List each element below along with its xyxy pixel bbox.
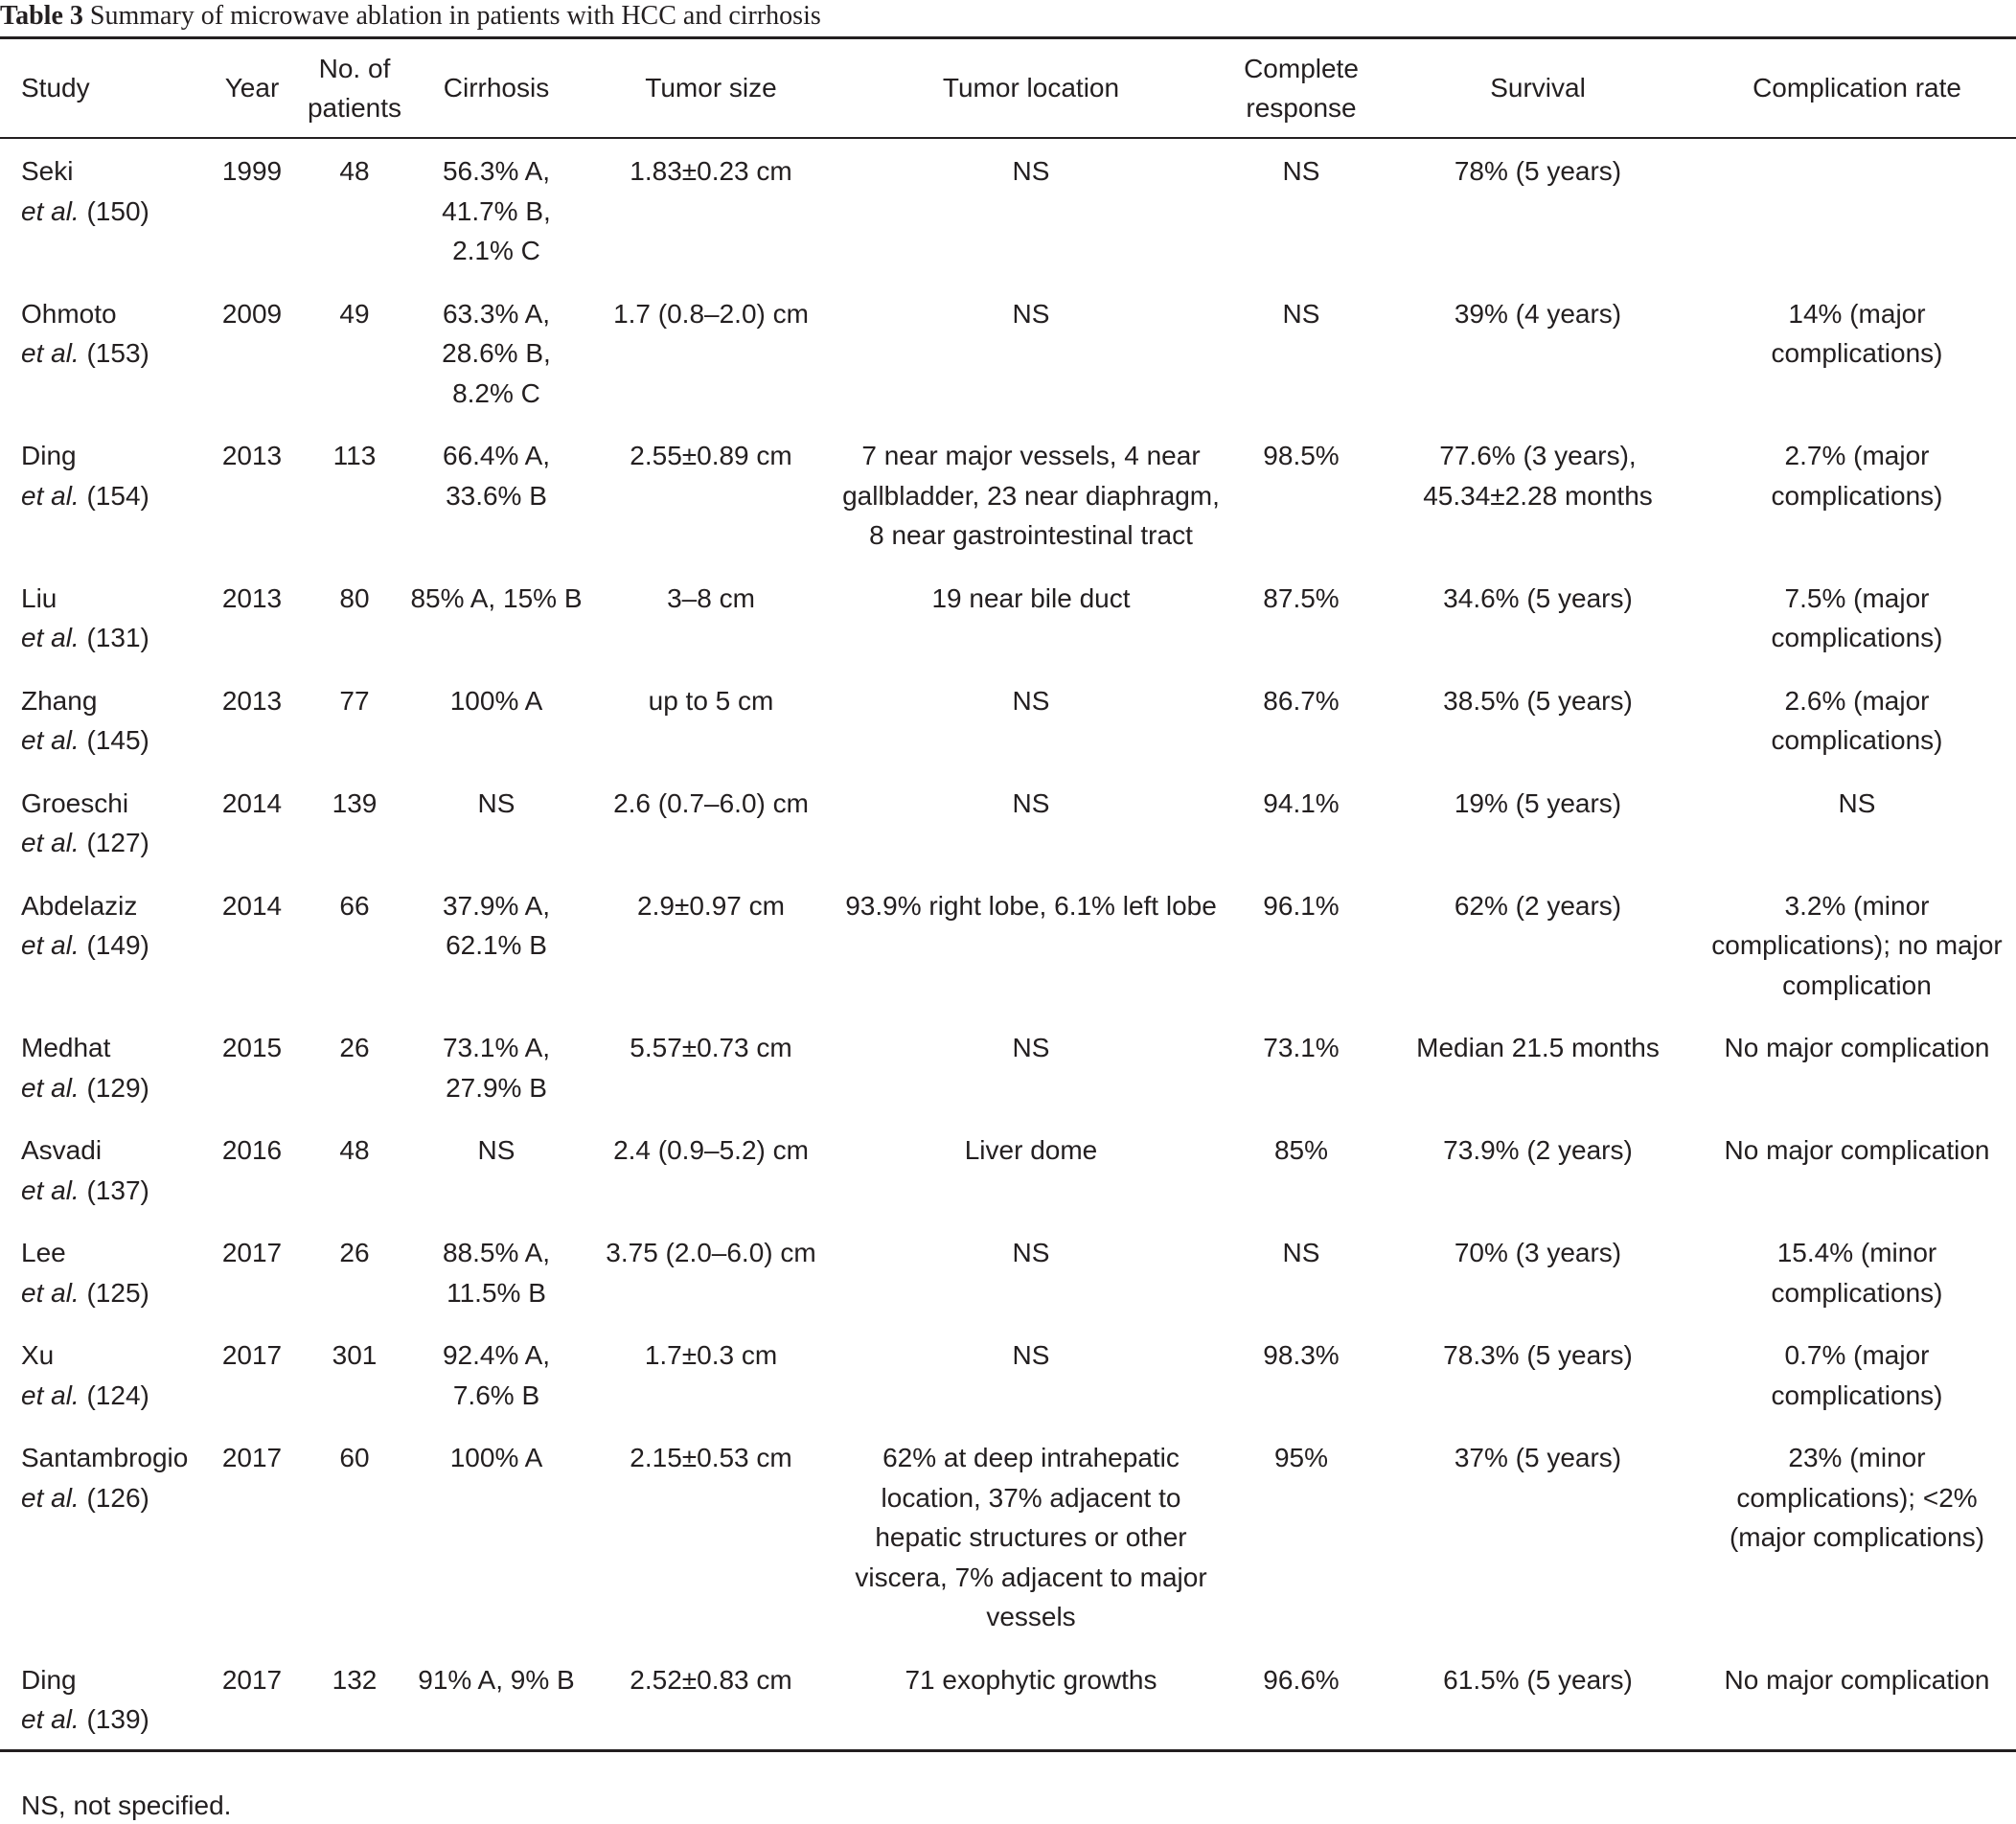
table-row bbox=[0, 1647, 2016, 1749]
year-cell: 2017 bbox=[221, 1238, 283, 1267]
study-et-al: et al. bbox=[21, 1072, 80, 1103]
study-author: Xu bbox=[21, 1340, 55, 1370]
tumor-size-cell: 3–8 cm bbox=[667, 582, 755, 613]
study-citation bbox=[21, 333, 201, 374]
complication-rate-cell: 2.7% (major complications) bbox=[1771, 441, 1943, 511]
tumor-size-cell: 1.7±0.3 cm bbox=[644, 1340, 778, 1370]
study-et-al: et al. bbox=[21, 1482, 80, 1513]
tumor-location-cell: NS bbox=[1012, 156, 1050, 186]
study-citation bbox=[21, 1699, 201, 1740]
table-row bbox=[0, 1425, 2016, 1647]
study-reference: (149) bbox=[79, 930, 149, 960]
tumor-location-cell: 62% at deep intrahepatic location, 37% adjacent to hepatic structures or other viscera, 7% adjacent to major vessels bbox=[855, 1443, 1207, 1631]
study-citation bbox=[21, 823, 201, 863]
table-row bbox=[0, 1015, 2016, 1117]
study-cell bbox=[0, 138, 203, 281]
tumor-location-cell: NS bbox=[1012, 787, 1050, 818]
survival-cell: 70% (3 years) bbox=[1454, 1238, 1622, 1267]
study-citation bbox=[21, 1273, 201, 1313]
tumor-location-cell: 7 near major vessels, 4 near gallbladder, 23 near diaphragm, 8 near gastrointestinal tract bbox=[842, 441, 1220, 550]
complication-rate-cell: No major complication bbox=[1724, 1135, 1990, 1165]
cirrhosis-cell: NS bbox=[477, 1135, 515, 1165]
complication-rate-cell: 15.4% (minor complications) bbox=[1771, 1238, 1943, 1308]
year-cell: 2013 bbox=[221, 685, 283, 716]
study-et-al: et al. bbox=[21, 1379, 80, 1410]
survival-cell: 37% (5 years) bbox=[1454, 1443, 1622, 1472]
study-cell bbox=[0, 422, 203, 565]
tumor-size-cell: 2.9±0.97 cm bbox=[637, 890, 785, 921]
survival-cell: 38.5% (5 years) bbox=[1443, 685, 1633, 716]
survival-cell: 78% (5 years) bbox=[1454, 156, 1622, 186]
study-cell bbox=[0, 1647, 203, 1749]
study-cell bbox=[0, 1015, 203, 1117]
study-citation bbox=[21, 720, 201, 761]
year-cell: 2015 bbox=[221, 1033, 283, 1062]
table-row bbox=[0, 1322, 2016, 1425]
table-row bbox=[0, 138, 2016, 281]
table-row bbox=[0, 565, 2016, 668]
patients-cell: 139 bbox=[332, 787, 378, 818]
study-cell bbox=[0, 1322, 203, 1425]
study-et-al: et al. bbox=[21, 338, 80, 368]
study-cell bbox=[0, 1425, 203, 1647]
year-cell: 2013 bbox=[221, 441, 283, 470]
year-cell: 2017 bbox=[221, 1443, 283, 1472]
table-footnote: NS, not specified. bbox=[21, 1790, 232, 1820]
study-cell bbox=[0, 565, 203, 668]
tumor-size-cell: 2.4 (0.9–5.2) cm bbox=[613, 1135, 809, 1165]
study-cell bbox=[0, 668, 203, 770]
complete-response-cell: 96.1% bbox=[1263, 890, 1340, 921]
study-reference: (127) bbox=[79, 828, 149, 857]
complication-rate-cell: 0.7% (major complications) bbox=[1771, 1340, 1943, 1410]
table-label: Table 3 bbox=[0, 1, 83, 31]
patients-cell: 80 bbox=[339, 582, 370, 613]
tumor-size-cell: 2.15±0.53 cm bbox=[630, 1443, 792, 1472]
header-rule bbox=[0, 137, 2016, 139]
tumor-location-cell: Liver dome bbox=[964, 1135, 1098, 1165]
patients-cell: 60 bbox=[339, 1443, 370, 1472]
tumor-size-cell: 5.57±0.73 cm bbox=[630, 1033, 792, 1062]
complication-rate-cell: 23% (minor complications); <2% (major complications) bbox=[1729, 1443, 1985, 1552]
survival-cell: 77.6% (3 years), 45.34±2.28 months bbox=[1423, 441, 1653, 511]
tumor-location-cell: 71 exophytic growths bbox=[905, 1664, 1157, 1695]
table-row bbox=[0, 668, 2016, 770]
patients-cell: 26 bbox=[339, 1238, 370, 1267]
complete-response-cell: 94.1% bbox=[1263, 787, 1340, 818]
complete-response-cell: NS bbox=[1282, 298, 1320, 329]
complete-response-cell: 98.5% bbox=[1263, 441, 1340, 470]
table-row bbox=[0, 1220, 2016, 1322]
study-author: Santambrogio bbox=[21, 1443, 189, 1472]
study-reference: (150) bbox=[79, 195, 149, 226]
complication-rate-cell: 14% (major complications) bbox=[1771, 298, 1943, 368]
patients-cell: 48 bbox=[339, 156, 370, 186]
table-row bbox=[0, 422, 2016, 565]
study-citation bbox=[21, 1171, 201, 1211]
year-cell: 1999 bbox=[221, 156, 283, 186]
study-citation bbox=[21, 1068, 201, 1108]
complication-rate-cell: NS bbox=[1838, 787, 1876, 818]
study-reference: (131) bbox=[79, 623, 149, 652]
patients-cell: 49 bbox=[339, 298, 370, 329]
study-et-al: et al. bbox=[21, 1277, 80, 1308]
cirrhosis-cell: 37.9% A, 62.1% B bbox=[442, 890, 551, 960]
tumor-location-cell: NS bbox=[1012, 1238, 1050, 1267]
cirrhosis-cell: 63.3% A, 28.6% B, 8.2% C bbox=[442, 298, 551, 408]
study-citation bbox=[21, 476, 201, 516]
year-cell: 2017 bbox=[221, 1664, 283, 1695]
year-cell: 2016 bbox=[221, 1135, 283, 1165]
study-reference: (154) bbox=[79, 480, 149, 511]
patients-cell: 301 bbox=[332, 1340, 378, 1370]
survival-cell: 61.5% (5 years) bbox=[1443, 1664, 1633, 1695]
complication-rate-cell: No major complication bbox=[1724, 1664, 1990, 1695]
complete-response-cell: 98.3% bbox=[1263, 1340, 1340, 1370]
column-header-survival: Survival bbox=[1490, 73, 1586, 103]
study-reference: (139) bbox=[79, 1704, 149, 1734]
complete-response-cell: 87.5% bbox=[1263, 582, 1340, 613]
complete-response-cell: 96.6% bbox=[1263, 1664, 1340, 1695]
table-caption bbox=[0, 0, 821, 34]
study-citation bbox=[21, 618, 201, 658]
patients-cell: 66 bbox=[339, 890, 370, 921]
year-cell: 2014 bbox=[221, 787, 283, 818]
column-header-tumor-size: Tumor size bbox=[645, 73, 777, 103]
study-reference: (129) bbox=[79, 1072, 149, 1103]
year-cell: 2017 bbox=[221, 1340, 283, 1370]
patients-cell: 132 bbox=[332, 1664, 378, 1695]
study-citation bbox=[21, 192, 201, 232]
complete-response-cell: NS bbox=[1282, 156, 1320, 186]
tumor-size-cell: 1.7 (0.8–2.0) cm bbox=[613, 298, 809, 329]
complication-rate-cell: 2.6% (major complications) bbox=[1771, 685, 1943, 755]
study-author: Ohmoto bbox=[21, 298, 117, 329]
complete-response-cell: NS bbox=[1282, 1238, 1320, 1267]
tumor-location-cell: 19 near bile duct bbox=[931, 582, 1131, 613]
cirrhosis-cell: 88.5% A, 11.5% B bbox=[442, 1238, 551, 1308]
study-citation bbox=[21, 1376, 201, 1416]
year-cell: 2014 bbox=[221, 890, 283, 921]
summary-table bbox=[0, 38, 2016, 1749]
tumor-size-cell: 2.6 (0.7–6.0) cm bbox=[613, 787, 809, 818]
study-author: Asvadi bbox=[21, 1135, 103, 1165]
study-citation bbox=[21, 925, 201, 966]
study-et-al: et al. bbox=[21, 623, 80, 652]
column-header-cirrhosis: Cirrhosis bbox=[443, 73, 550, 103]
complication-rate-cell bbox=[1698, 138, 2016, 281]
study-reference: (125) bbox=[79, 1277, 149, 1308]
column-header-complete-response: Complete response bbox=[1244, 53, 1359, 123]
study-cell bbox=[0, 1117, 203, 1220]
study-author: Groeschi bbox=[21, 787, 129, 818]
study-author: Liu bbox=[21, 582, 57, 613]
cirrhosis-cell: 100% A bbox=[449, 685, 543, 716]
study-reference: (153) bbox=[79, 338, 149, 368]
tumor-size-cell: 1.83±0.23 cm bbox=[630, 156, 792, 186]
cirrhosis-cell: 92.4% A, 7.6% B bbox=[442, 1340, 551, 1410]
cirrhosis-cell: 56.3% A, 41.7% B, 2.1% C bbox=[442, 156, 551, 265]
survival-cell: 39% (4 years) bbox=[1454, 298, 1622, 329]
study-author: Abdelaziz bbox=[21, 890, 138, 921]
table-row bbox=[0, 281, 2016, 423]
tumor-size-cell: up to 5 cm bbox=[648, 685, 774, 716]
study-et-al: et al. bbox=[21, 725, 80, 755]
patients-cell: 113 bbox=[332, 441, 377, 470]
cirrhosis-cell: 66.4% A, 33.6% B bbox=[442, 441, 551, 511]
tumor-location-cell: NS bbox=[1012, 1033, 1050, 1062]
tumor-size-cell: 2.52±0.83 cm bbox=[630, 1664, 792, 1695]
column-header-year: Year bbox=[224, 73, 280, 103]
patients-cell: 26 bbox=[339, 1033, 370, 1062]
complication-rate-cell: 7.5% (major complications) bbox=[1771, 582, 1943, 652]
study-cell bbox=[0, 873, 203, 1015]
complication-rate-cell: No major complication bbox=[1724, 1033, 1990, 1062]
study-cell bbox=[0, 770, 203, 873]
study-et-al: et al. bbox=[21, 1174, 80, 1205]
study-reference: (126) bbox=[79, 1482, 149, 1513]
table-title: Summary of microwave ablation in patients with HCC and cirrhosis bbox=[89, 1, 821, 31]
year-cell: 2009 bbox=[221, 298, 283, 329]
patients-cell: 77 bbox=[339, 685, 370, 716]
complete-response-cell: 95% bbox=[1273, 1443, 1329, 1472]
study-author: Zhang bbox=[21, 685, 98, 716]
study-author: Ding bbox=[21, 441, 77, 470]
study-cell bbox=[0, 281, 203, 423]
tumor-size-cell: 3.75 (2.0–6.0) cm bbox=[606, 1238, 816, 1267]
cirrhosis-cell: 85% A, 15% B bbox=[410, 582, 583, 613]
tumor-location-cell: 93.9% right lobe, 6.1% left lobe bbox=[845, 890, 1217, 921]
study-author: Medhat bbox=[21, 1033, 111, 1062]
table-row bbox=[0, 873, 2016, 1015]
complete-response-cell: 73.1% bbox=[1263, 1033, 1340, 1062]
study-et-al: et al. bbox=[21, 1704, 80, 1734]
study-citation bbox=[21, 1478, 201, 1518]
survival-cell: 73.9% (2 years) bbox=[1443, 1135, 1633, 1165]
survival-cell: Median 21.5 months bbox=[1416, 1033, 1660, 1062]
patients-cell: 48 bbox=[339, 1135, 370, 1165]
bottom-rule bbox=[0, 1749, 2016, 1752]
cirrhosis-cell: 91% A, 9% B bbox=[418, 1664, 575, 1695]
study-et-al: et al. bbox=[21, 480, 80, 511]
survival-cell: 19% (5 years) bbox=[1454, 787, 1622, 818]
table-row bbox=[0, 770, 2016, 873]
study-et-al: et al. bbox=[21, 930, 80, 960]
study-cell bbox=[0, 1220, 203, 1322]
cirrhosis-cell: 100% A bbox=[449, 1443, 543, 1472]
survival-cell: 34.6% (5 years) bbox=[1443, 582, 1633, 613]
study-reference: (124) bbox=[79, 1379, 149, 1410]
study-et-al: et al. bbox=[21, 195, 80, 226]
table-row bbox=[0, 1117, 2016, 1220]
header-row bbox=[0, 38, 2016, 138]
tumor-size-cell: 2.55±0.89 cm bbox=[630, 441, 792, 470]
study-reference: (145) bbox=[79, 725, 149, 755]
study-author: Lee bbox=[21, 1238, 66, 1267]
study-et-al: et al. bbox=[21, 828, 80, 857]
study-author: Seki bbox=[21, 156, 74, 186]
column-header-patients: No. of patients bbox=[307, 53, 402, 123]
column-header-complication-rate: Complication rate bbox=[1753, 73, 1961, 103]
survival-cell: 78.3% (5 years) bbox=[1443, 1340, 1633, 1370]
complication-rate-cell: 3.2% (minor complications); no major complication bbox=[1711, 890, 2003, 1000]
tumor-location-cell: NS bbox=[1012, 685, 1050, 716]
cirrhosis-cell: NS bbox=[477, 787, 515, 818]
tumor-location-cell: NS bbox=[1012, 1340, 1050, 1370]
column-header-study: Study bbox=[21, 73, 90, 103]
survival-cell: 62% (2 years) bbox=[1454, 890, 1622, 921]
complete-response-cell: 86.7% bbox=[1263, 685, 1340, 716]
study-author: Ding bbox=[21, 1664, 77, 1695]
table-body bbox=[0, 138, 2016, 1749]
study-reference: (137) bbox=[79, 1174, 149, 1205]
year-cell: 2013 bbox=[221, 582, 283, 613]
cirrhosis-cell: 73.1% A, 27.9% B bbox=[442, 1033, 551, 1103]
complete-response-cell: 85% bbox=[1273, 1135, 1329, 1165]
tumor-location-cell: NS bbox=[1012, 298, 1050, 329]
column-header-tumor-location: Tumor location bbox=[942, 73, 1120, 103]
